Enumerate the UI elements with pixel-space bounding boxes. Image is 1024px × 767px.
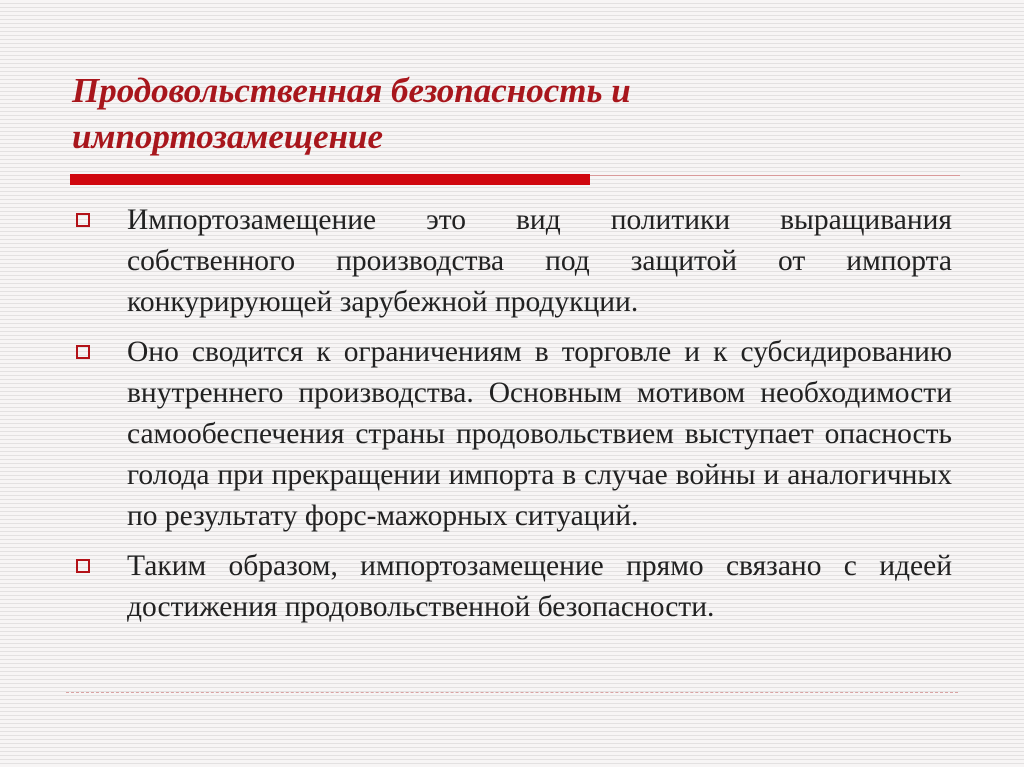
title-line-2: импортозамещение xyxy=(72,117,384,156)
bullet-item-1 xyxy=(72,200,952,323)
bullet-item-3 xyxy=(72,546,952,628)
bullet-text: Импортозамещение это вид политики выращивания собственного производства под защитой от импорта конкурирующей зарубежной продукции. xyxy=(127,204,952,318)
title-underline-thick xyxy=(70,174,590,185)
bullet-item-2 xyxy=(72,332,952,537)
bullet-list xyxy=(72,200,952,637)
title-underline-thin xyxy=(590,175,960,176)
title-line-1: Продовольственная безопасность и xyxy=(72,71,631,110)
footer-divider xyxy=(66,692,958,693)
bullet-text: Оно сводится к ограничениям в торговле и к субсидированию внутреннего производства. Основным мотивом необходимости самообеспечения страны продовольствием выступает опасность голода при прекращении импорта в случае войны и аналогичных по результату форс-мажорных ситуаций. xyxy=(127,336,952,532)
square-bullet-icon xyxy=(76,345,90,359)
square-bullet-icon xyxy=(76,559,90,573)
slide-title xyxy=(72,68,952,160)
square-bullet-icon xyxy=(76,213,90,227)
bullet-text: Таким образом, импортозамещение прямо связано с идеей достижения продовольственной безопасности. xyxy=(127,550,952,623)
